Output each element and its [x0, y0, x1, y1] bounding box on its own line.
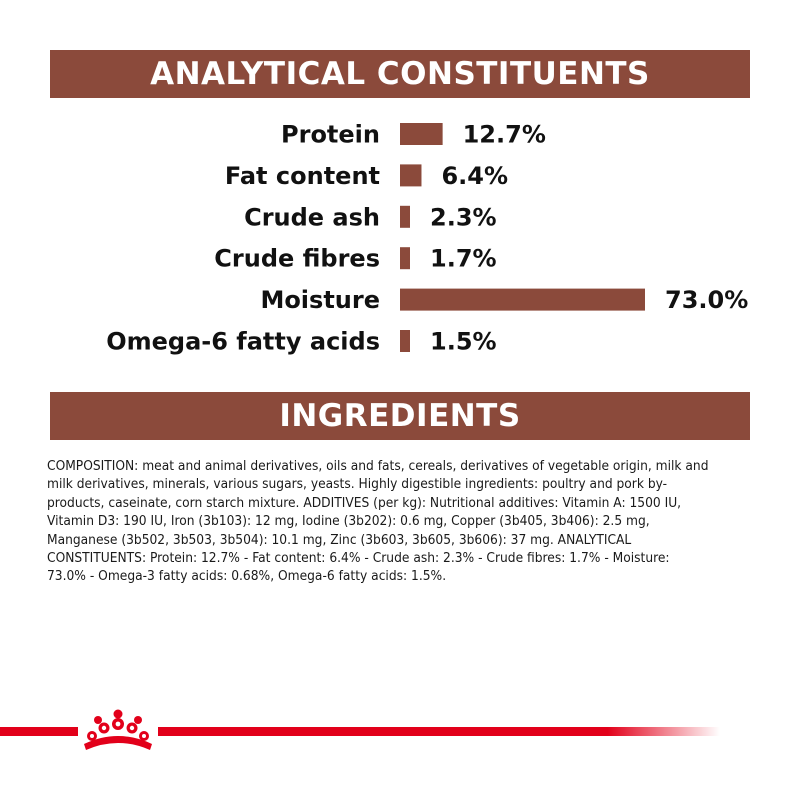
- value-label-fat-content: 6.4%: [441, 161, 509, 190]
- bar-omega-6-fatty-acids: [400, 330, 410, 352]
- footer-line-right: [158, 727, 720, 736]
- bar-fat-content: [400, 164, 421, 186]
- analytical-constituents-chart: [0, 110, 800, 370]
- footer-line-left: [0, 727, 78, 736]
- analytical-constituents-title: ANALYTICAL CONSTITUENTS: [150, 56, 650, 92]
- analytical-constituents-banner: [50, 50, 750, 98]
- royal-canin-crown-icon: [84, 710, 152, 751]
- category-label-omega-6-fatty-acids: Omega-6 fatty acids: [106, 327, 380, 356]
- bar-crude-fibres: [400, 247, 410, 269]
- category-label-crude-fibres: Crude fibres: [214, 244, 380, 273]
- value-label-protein: 12.7%: [462, 120, 546, 149]
- ingredients-banner: [50, 392, 750, 440]
- category-label-fat-content: Fat content: [224, 161, 380, 190]
- composition-text: COMPOSITION: meat and animal derivatives, oils and fats, cereals, derivatives of vegetable origin, milk and milk derivatives, minerals, various sugars, yeasts. Highly digestible ingredients: poultry and pork by-products, caseinate, corn starch mixture. ADDITIVES (per kg): Nutritional additives: Vitamin A: 1500 IU, Vitamin D3: 190 IU, Iron (3b103): 12 mg, Iodine (3b202): 0.6 mg, Copper (3b405, 3b406): 2.5 mg, Manganese (3b502, 3b503, 3b504): 10.1 mg, Zinc (3b603, 3b605, 3b606): 37 mg. ANALYTICAL CONSTITUENTS: Protein: 12.7% - Fat content: 6.4% - Crude ash: 2.3% - Crude fibres: 1.7% - Moisture: 73.0% - Omega-3 fatty acids: 0.68%, Omega-6 fatty acids: 1.5%.: [47, 459, 709, 585]
- category-label-crude-ash: Crude ash: [244, 203, 380, 232]
- value-label-omega-6-fatty-acids: 1.5%: [430, 327, 497, 356]
- bar-crude-ash: [400, 206, 410, 228]
- category-label-moisture: Moisture: [260, 286, 380, 315]
- bar-moisture: [400, 289, 645, 311]
- value-label-crude-ash: 2.3%: [430, 203, 497, 232]
- footer-bar: [0, 706, 800, 754]
- category-label-protein: Protein: [281, 120, 380, 149]
- bar-protein: [400, 123, 443, 145]
- value-label-crude-fibres: 1.7%: [430, 244, 497, 273]
- ingredients-title: INGREDIENTS: [279, 398, 521, 434]
- value-label-moisture: 73.0%: [665, 286, 749, 315]
